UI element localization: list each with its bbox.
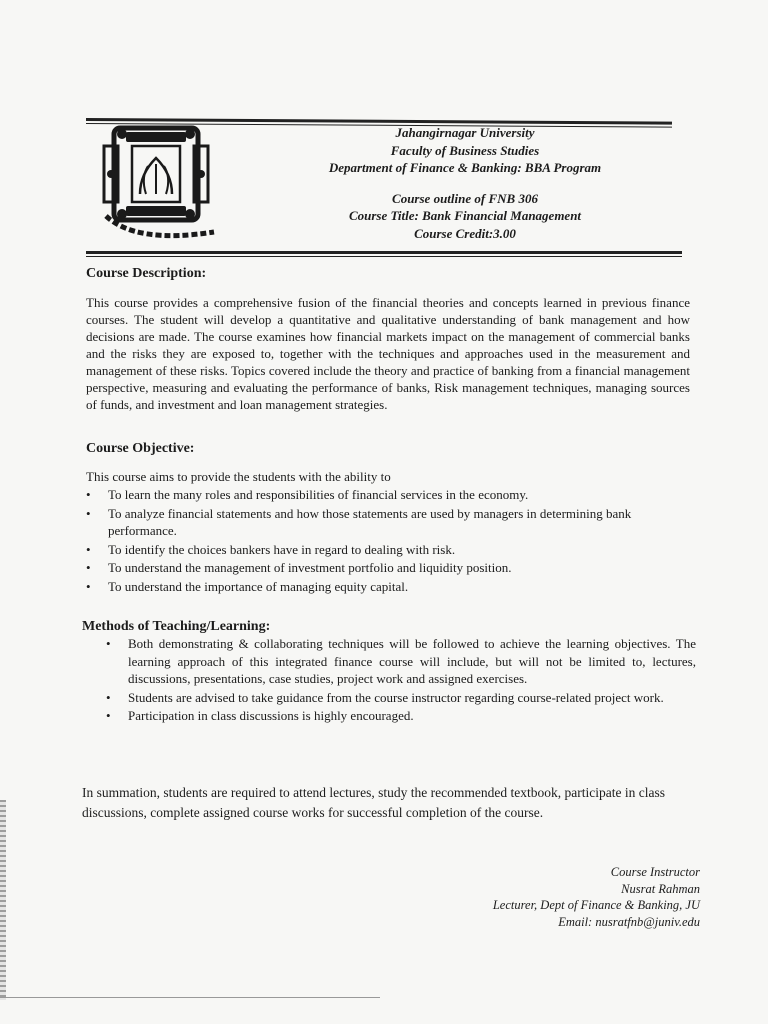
list-item: • Students are advised to take guidance from the course instructor regarding course-related project work. xyxy=(106,689,664,705)
scan-bottom-edge xyxy=(0,997,380,998)
course-objective-heading: Course Objective: xyxy=(86,441,195,456)
course-description-heading: Course Description: xyxy=(86,266,207,281)
objective-list xyxy=(86,486,692,597)
methods-list xyxy=(106,635,696,726)
methods-heading: Methods of Teaching/Learning: xyxy=(82,619,271,634)
list-item: • To understand the management of investment portfolio and liquidity position. xyxy=(86,560,512,576)
list-item: • Participation in class discussions is highly encouraged. xyxy=(106,708,414,724)
instructor-email: Email: nusratfnb@juniv.edu xyxy=(558,914,700,929)
instructor-role: Course Instructor xyxy=(610,865,700,879)
course-description-text: This course provides a comprehensive fusion of the financial theories and concepts learned in previous finance courses. The student will develop a quantitative and qualitative understanding of bank management and how decisions are made. The course examines how financial markets impact on the management of commercial banks and the risks they are exposed to, together with the techniques and approaches used in the measurement and management of these risks. Topics covered include the theory and practice of banking from a financial management perspective, measuring and evaluating the performance of banks, Risk management techniques, managing sources of funds, and investment and loan management strategies. xyxy=(86,295,690,412)
header-bottom-rule-thin xyxy=(86,256,682,257)
instructor-signature-block xyxy=(493,864,700,930)
list-item: • To analyze financial statements and how those statements are used by managers in determining bank performance. xyxy=(86,505,632,539)
faculty-name: Faculty of Business Studies xyxy=(390,142,540,158)
course-credit: Course Credit:3.00 xyxy=(414,225,516,241)
header-bottom-rule xyxy=(86,251,682,254)
instructor-name: Nusrat Rahman xyxy=(621,881,700,896)
department-name: Department of Finance & Banking: BBA Program xyxy=(328,160,602,175)
list-item: • Both demonstrating & collaborating techniques will be followed to achieve the learning objectives. The learning approach of this integrated finance course will include, but will not be limited to, lectures, discussions, presentations, case studies, project work and assigned exercises. xyxy=(106,636,696,687)
summary-paragraph: In summation, students are required to attend lectures, study the recommended textbook, participate in class discussions, complete assigned course works for successful completion of the course. xyxy=(82,785,665,820)
document-header xyxy=(292,124,638,242)
course-objective-intro: This course aims to provide the students with the ability to xyxy=(86,469,391,484)
university-seal-logo xyxy=(96,120,226,248)
scan-edge-shadow xyxy=(0,800,6,1000)
list-item: • To understand the importance of managing equity capital. xyxy=(86,578,409,594)
course-title: Course Title: Bank Financial Management xyxy=(348,208,582,223)
list-item: • To learn the many roles and responsibilities of financial services in the economy. xyxy=(86,487,529,502)
university-name: Jahangirnagar University xyxy=(395,125,535,140)
course-outline-label: Course outline of FNB 306 xyxy=(392,190,538,206)
instructor-position: Lecturer, Dept of Finance & Banking, JU xyxy=(492,898,700,912)
list-item: • To identify the choices bankers have in regard to dealing with risk. xyxy=(86,541,456,557)
